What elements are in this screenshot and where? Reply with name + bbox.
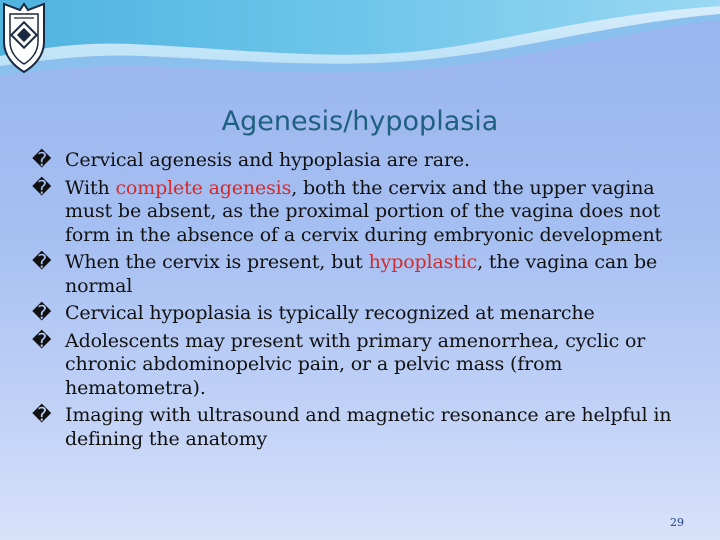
bullet-text: Adolescents may present with primary amenorrhea, cyclic or chronic abdominopelvic pain, or a pelvic mass (from hematometra). [65,329,646,399]
bullet-item [32,251,692,298]
bullet-text: , the vagina can be normal [65,251,658,297]
bullet-marker: � [32,302,52,324]
slide-title [0,106,720,137]
bullet-marker: � [32,404,52,426]
university-crest-icon [0,0,48,78]
bullet-text: Cervical agenesis and hypoplasia are rare. [65,149,470,171]
header-wave-decoration [0,0,720,90]
bullet-item [32,149,692,173]
bullet-item [32,330,692,401]
bullet-text: When the cervix is present, but [65,251,369,273]
bullet-text: , both the cervix and the upper vagina must be absent, as the proximal portion of the vagina does not form in the absence of a cervix during embryonic development [65,176,663,246]
highlight-text: complete agenesis [115,176,292,199]
bullet-marker: � [32,329,52,352]
bullet-list [32,149,692,455]
bullet-item [32,404,692,451]
bullet-marker: � [32,176,52,199]
bullet-item [32,302,692,326]
page-number: 29 [670,516,684,529]
bullet-marker: � [32,149,52,171]
slide-title-text: Agenesis/hypoplasia [221,106,499,137]
bullet-marker: � [32,251,52,273]
bullet-text: With [65,176,116,199]
bullet-item [32,177,692,248]
bullet-text: Cervical hypoplasia is typically recognized at menarche [65,302,595,324]
highlight-text: hypoplastic [368,251,478,273]
bullet-text: Imaging with ultrasound and magnetic resonance are helpful in defining the anatomy [65,404,672,450]
